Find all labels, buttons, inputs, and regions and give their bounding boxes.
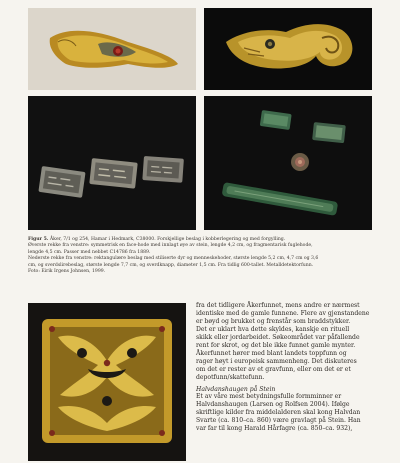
body-line: identiske med de gamle funnene. Flere av gjenstandene [196, 309, 370, 317]
body-line: rent for skrot, og det ble ikke funnet gamle mynter. [196, 341, 356, 349]
figure-caption [28, 237, 372, 275]
body-line: Åkerfunnet hører med blant landets toppfunn og [196, 349, 347, 357]
body-line: var far til kong Harald Hårfagre (ca. 850–ca. 932), [196, 425, 353, 433]
body-line: er bøyd og brukket og frenstår som braddstykker. [196, 317, 351, 325]
photo-scabbard-and-pommel [204, 96, 372, 230]
photo-gilded-head-mount [28, 8, 196, 90]
figure-label: Figur 5. [28, 237, 49, 242]
caption-line-1: Åker, 7/1 og 254, Hamar i Hedmark, C38000. Forskjellige beslag i kobberlegering og med forgylling. [49, 237, 286, 242]
body-line: om det er rester av et gravfunn, eller om det er et [196, 365, 351, 373]
body-line: depotfunn/skattefunn. [196, 373, 265, 381]
photo-rectangular-mounts [28, 96, 196, 230]
body-line: Et av våre mest betydningsfulle formminner er [196, 393, 342, 401]
body-line: fra det tidligere Åkerfunnet, mens andre er nærmest [196, 302, 360, 309]
body-line: rager høyt i europeisk sammenheng. Det diskuteres [196, 357, 357, 365]
article-body [196, 302, 372, 433]
caption-line-5: cm, og sverdslirebeslag, største lengde 7,7 cm, og sverdknapp, diameter 1,5 cm. Fra tidlig 600-tallet. Metalldetektorfunn. [28, 262, 314, 268]
caption-line-2: Øverste rekke fra venstre: symmetrisk en face-hode med innlagt øye av stein, lengde 4,2 cm, og fragmentarisk fuglehode, [28, 243, 313, 249]
photo-bird-head-mount [204, 8, 372, 90]
body-line: skikk eller jordarbeidet. Søkeområdet var påfallende [196, 333, 360, 341]
caption-line-6: Foto: Eirik Irgens Johnsen, 1999. [28, 269, 106, 275]
caption-line-3: lengde 4,5 cm. Passer med nebbet C14786 fra 1889. [28, 249, 151, 255]
caption-line-4: Nederste rekke fra venstre: rektangulære beslag med stiliserte dyr og menneskehoder, største lengde 5,2 cm, 4,7 cm og 3,6 [28, 256, 319, 262]
body-line: Halvdanshaugen (Larsen og Rolfsen 2004). Ifølge [196, 401, 350, 409]
section-heading: Halvdanshaugen på Stein [196, 385, 276, 393]
body-line: Det er uklart hva dette skyldes, kanskje en rituell [196, 325, 350, 333]
photo-gilded-buckle-plate [28, 303, 186, 461]
body-line: skriftlige kilder fra middelalderen skal kong Halvdan [196, 409, 361, 417]
body-line: Svarte (ca. 810–ca. 860) være gravlagt på Stein. Han [196, 417, 361, 425]
